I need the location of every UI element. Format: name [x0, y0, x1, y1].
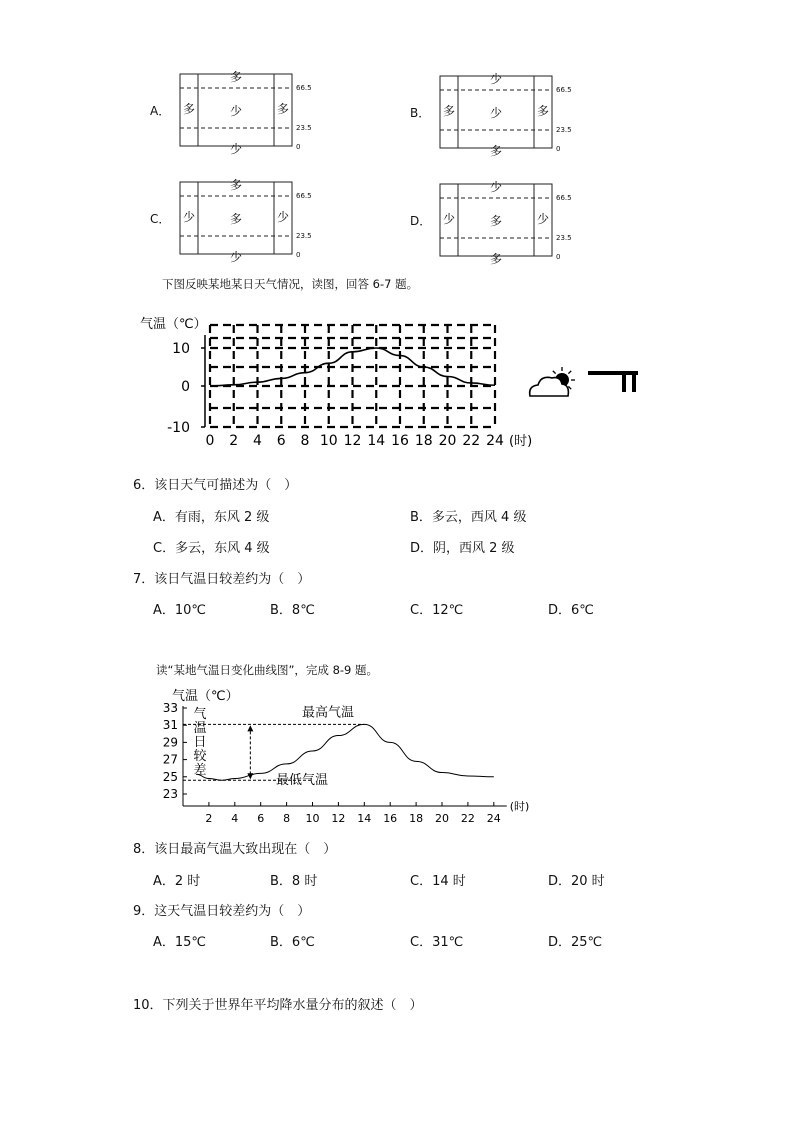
- x-tick-label: 18: [414, 433, 433, 449]
- latitude-label-0: 0: [296, 143, 301, 151]
- x-tick-label: 16: [383, 812, 398, 825]
- x-tick-label: 22: [460, 812, 475, 825]
- x-tick-label: 20: [435, 812, 449, 825]
- range-label-char: 温: [193, 721, 207, 736]
- q8-option-d[interactable]: D．20 时: [548, 874, 605, 889]
- region-label-right: 少: [537, 212, 550, 226]
- x-tick-label: 24: [486, 812, 501, 825]
- latitude-label-23-5: 23.5: [296, 232, 312, 240]
- x-tick-label: 22: [462, 433, 481, 449]
- x-tick-label: 16: [391, 433, 409, 449]
- region-label-bottom: 多: [490, 144, 503, 158]
- option-diagram-b[interactable]: [410, 72, 585, 158]
- option-diagram-c[interactable]: [150, 178, 325, 264]
- weather-temperature-chart: [140, 310, 660, 455]
- region-label-bottom: 少: [230, 142, 243, 156]
- question-6: 6．该日天气可描述为（ ）: [133, 478, 298, 493]
- x-tick-label: 6: [257, 812, 265, 825]
- region-label-center: 多: [230, 212, 243, 226]
- latitude-label-23-5: 23.5: [556, 126, 572, 134]
- x-tick-label: 20: [438, 433, 457, 449]
- latitude-label-66-5: 66.5: [556, 194, 572, 202]
- y-tick-label: 10: [172, 341, 190, 357]
- q7-option-c[interactable]: C．12℃: [410, 603, 464, 618]
- q6-option-c[interactable]: C．多云，东风 4 级: [153, 541, 270, 556]
- y-axis-label: 气温（℃）: [140, 317, 207, 332]
- range-label-char: 日: [193, 735, 207, 750]
- y-tick-label: 29: [162, 735, 178, 750]
- question-8: 8．该日最高气温大致出现在（ ）: [133, 842, 337, 857]
- latitude-label-23-5: 23.5: [556, 234, 572, 242]
- option-letter: A．: [150, 104, 171, 118]
- x-axis-unit-label: (时): [509, 434, 533, 449]
- q9-option-d[interactable]: D．25℃: [548, 935, 603, 950]
- x-tick-label: 10: [319, 433, 338, 449]
- q6-option-a[interactable]: A．有雨，东风 2 级: [153, 510, 270, 525]
- q7-option-b[interactable]: B．8℃: [270, 603, 315, 618]
- range-arrow-up-icon: [247, 725, 253, 731]
- y-tick-label: 33: [162, 701, 178, 715]
- x-tick-label: 12: [343, 433, 362, 449]
- sun-ray: [553, 371, 556, 374]
- x-tick-label: 12: [331, 812, 346, 825]
- region-label-top: 少: [490, 72, 503, 86]
- latitude-label-66-5: 66.5: [296, 192, 312, 200]
- y-tick-label: 23: [162, 787, 178, 801]
- q8-option-c[interactable]: C．14 时: [410, 874, 466, 889]
- region-label-center: 少: [230, 104, 243, 118]
- q7-option-a[interactable]: A．10℃: [153, 603, 207, 618]
- latitude-label-66-5: 66.5: [556, 86, 572, 94]
- option-letter: C．: [150, 212, 171, 226]
- range-label-char: 气: [193, 707, 207, 722]
- x-tick-label: 8: [283, 812, 291, 825]
- min-temp-label: 最低气温: [276, 773, 329, 789]
- q6-option-d[interactable]: D．阴，西风 2 级: [410, 541, 515, 556]
- region-label-bottom: 少: [230, 250, 243, 264]
- option-letter: D．: [410, 214, 432, 228]
- range-label-char: 较: [193, 749, 207, 764]
- x-tick-label: 14: [357, 812, 372, 825]
- x-tick-label: 18: [409, 812, 424, 825]
- region-label-left: 多: [443, 104, 456, 118]
- region-label-left: 少: [183, 210, 196, 224]
- sun-ray: [568, 371, 571, 374]
- x-tick-label: 4: [231, 812, 239, 825]
- max-temp-label: 最高气温: [302, 705, 355, 721]
- y-tick-label: 0: [181, 379, 190, 395]
- y-tick-label: 27: [162, 752, 178, 767]
- q9-option-b[interactable]: B．6℃: [270, 935, 315, 950]
- latitude-label-0: 0: [296, 251, 301, 259]
- latitude-label-66-5: 66.5: [296, 84, 312, 92]
- q6-option-b[interactable]: B．多云，西风 4 级: [410, 510, 527, 525]
- region-label-top: 多: [230, 70, 243, 84]
- q8-option-a[interactable]: A．2 时: [153, 874, 201, 889]
- intro-text-2: 读“某地气温日变化曲线图”，完成 8-9 题。: [156, 663, 379, 677]
- region-label-center: 多: [490, 214, 503, 228]
- x-tick-label: 4: [253, 433, 262, 449]
- option-diagram-d[interactable]: [410, 180, 585, 266]
- question-9: 9．这天气温日较差约为（ ）: [133, 904, 311, 919]
- x-tick-label: 0: [205, 433, 215, 449]
- x-tick-label: 6: [276, 433, 286, 449]
- region-label-right: 少: [277, 210, 290, 224]
- y-tick-label: 31: [162, 718, 178, 733]
- latitude-label-23-5: 23.5: [296, 124, 312, 132]
- latitude-label-0: 0: [556, 253, 561, 261]
- region-label-bottom: 多: [490, 252, 503, 266]
- y-tick-label: -10: [167, 420, 190, 436]
- x-tick-label: 8: [300, 433, 310, 449]
- x-tick-label: 2: [205, 812, 213, 825]
- latitude-label-0: 0: [556, 145, 561, 153]
- x-tick-label: 2: [229, 433, 239, 449]
- temperature-curve: [196, 724, 494, 780]
- region-label-right: 多: [537, 104, 550, 118]
- x-tick-label: 10: [305, 812, 320, 825]
- q9-option-a[interactable]: A．15℃: [153, 935, 207, 950]
- y-tick-label: 25: [162, 769, 178, 784]
- intro-text-1: 下图反映某地某日天气情况，读图，回答 6-7 题。: [162, 277, 419, 291]
- q9-option-c[interactable]: C．31℃: [410, 935, 464, 950]
- region-label-left: 少: [443, 212, 456, 226]
- option-letter: B．: [410, 106, 431, 120]
- region-label-center: 少: [490, 106, 503, 120]
- x-axis-unit-label: (时): [509, 800, 530, 813]
- region-label-top: 多: [230, 178, 243, 192]
- x-tick-label: 14: [367, 433, 386, 449]
- question-7: 7．该日气温日较差约为（ ）: [133, 572, 311, 587]
- option-diagram-a[interactable]: [150, 70, 325, 156]
- q7-option-d[interactable]: D．6℃: [548, 603, 594, 618]
- y-axis-label: 气温（℃）: [172, 689, 239, 704]
- question-10: 10．下列关于世界年平均降水量分布的叙述（ ）: [133, 998, 423, 1013]
- range-label-char: 差: [193, 763, 207, 778]
- region-label-left: 多: [183, 102, 196, 116]
- region-label-top: 少: [490, 180, 503, 194]
- x-tick-label: 24: [486, 433, 504, 449]
- region-label-right: 多: [277, 102, 290, 116]
- daily-temperature-curve-chart: [140, 684, 530, 825]
- q8-option-b[interactable]: B．8 时: [270, 874, 318, 889]
